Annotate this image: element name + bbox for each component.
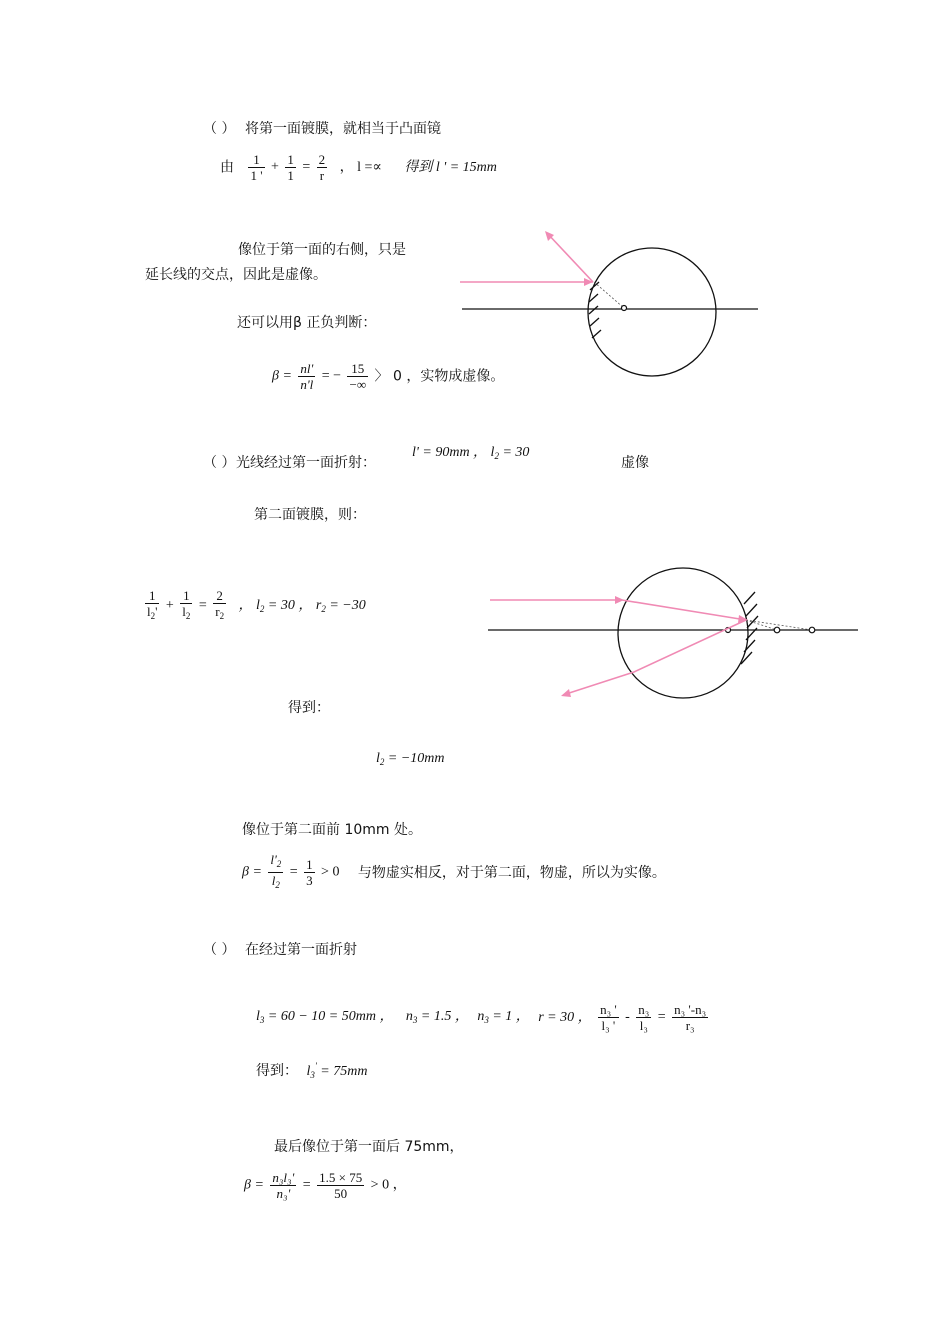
part2-values: l' = 90mm ， $l_2 = 30$ [412, 445, 530, 461]
part1-explanation-line2: 延长线的交点，因此是虚像。 [145, 267, 327, 283]
fraction: $\frac{\text{n₃ '-n₃}}{\text{r₃}}$ [674, 1002, 707, 1033]
from-label: 由 [220, 159, 234, 176]
condition-text: ， l =∝ [339, 159, 382, 175]
part1-mirror-equation: 由 $\frac{1}{1 '}$ + $\frac{1}{1}$ = $\frac{2}{r}$ ， l =∝ 得到 l ' = 15mm [220, 152, 497, 183]
part2-coating-note: 第二面镀膜，则： [254, 507, 366, 523]
fraction: $\frac{\text{n₃}}{\text{l₃}}$ [638, 1002, 650, 1033]
part2-image-position: 像位于第二面前 10mm 处。 [242, 822, 422, 838]
fraction: $\frac{\text{n₃l₃'}}{\text{n₃'}}$ [272, 1170, 295, 1201]
part3-result: 得到： $l_3' = 75mm$ [256, 1061, 368, 1080]
part1-heading-number: （ ） [203, 121, 236, 137]
part1-beta-hint: 还可以用β 正负判断： [237, 315, 377, 331]
part2-heading-number: （ ） [203, 455, 236, 471]
fraction: $\frac{1.5 \times 75}{50}$ [319, 1170, 363, 1201]
fraction: $\frac{1}{1 '}$ [250, 152, 263, 183]
fraction: $\frac{1}{1}$ [287, 152, 294, 183]
fraction: $\frac{15}{-\infty}$ [349, 361, 367, 392]
part1-heading: 将第一面镀膜，就相当于凸面镜 [245, 121, 441, 137]
part1-explanation-line1: 像位于第一面的右侧，只是 [238, 242, 406, 258]
part3-heading: 在经过第一面折射 [245, 942, 357, 958]
fraction: $\frac{2}{r}$ [318, 152, 326, 183]
result-text: 得到 l ' = 15mm [404, 159, 497, 175]
part3-final-position: 最后像位于第一面后 75mm， [274, 1139, 464, 1155]
part3-values-equation: $l_3 = 60 - 10 = 50mm$ ， $n_3 = 1.5$ ， $n_3 = 1$ ， r = 30 ， $\frac{\text{n₃ '}}{\text{l₃ '}}$ - $\frac{\text{n₃}}{\text{l₃}}$ = $\frac{\text{n₃ '-n₃}}{\text{r₃}}$ [256, 1002, 707, 1033]
fraction: $\frac{1}{l_2}$ [182, 588, 191, 621]
part3-heading-number: （ ） [203, 942, 236, 958]
part2-mirror-equation: $\frac{1}{l_2'}$ + $\frac{1}{l_2}$ = $\frac{2}{r_2}$ ， $l_2 = 30$ ， $r_2 = -30$ [143, 588, 366, 624]
part3-beta-equation: β = $\frac{\text{n₃l₃'}}{\text{n₃'}}$ = $\frac{1.5 \times 75}{50}$ > 0 ， [244, 1170, 407, 1201]
fraction: $\frac{nl'}{n'l}$ [300, 361, 314, 392]
part2-beta-equation: β = $\frac{l'_2}{l_2}$ = $\frac{1}{3}$ > 0 与物虚实相反，对于第二面，物虚，所以为实像。 [242, 852, 666, 893]
fraction: $\frac{1}{l_2'}$ [147, 588, 158, 621]
part2-get-label: 得到： [288, 700, 330, 716]
fraction: $\frac{2}{r_2}$ [215, 588, 225, 621]
fraction: $\frac{l'_2}{l_2}$ [270, 852, 282, 890]
part2-virtual-label: 虚像 [621, 455, 649, 471]
part1-beta-equation: β = $\frac{nl'}{n'l}$ = − $\frac{15}{-\infty}$ 〉 0 ，实物成虚像。 [272, 361, 505, 392]
fraction: $\frac{\text{n₃ '}}{\text{l₃ '}}$ [600, 1002, 617, 1033]
fraction: $\frac{1}{3}$ [306, 857, 313, 888]
part2-result: $l_2 = -10mm$ [376, 751, 445, 767]
part2-heading: 光线经过第一面折射： [236, 455, 376, 471]
